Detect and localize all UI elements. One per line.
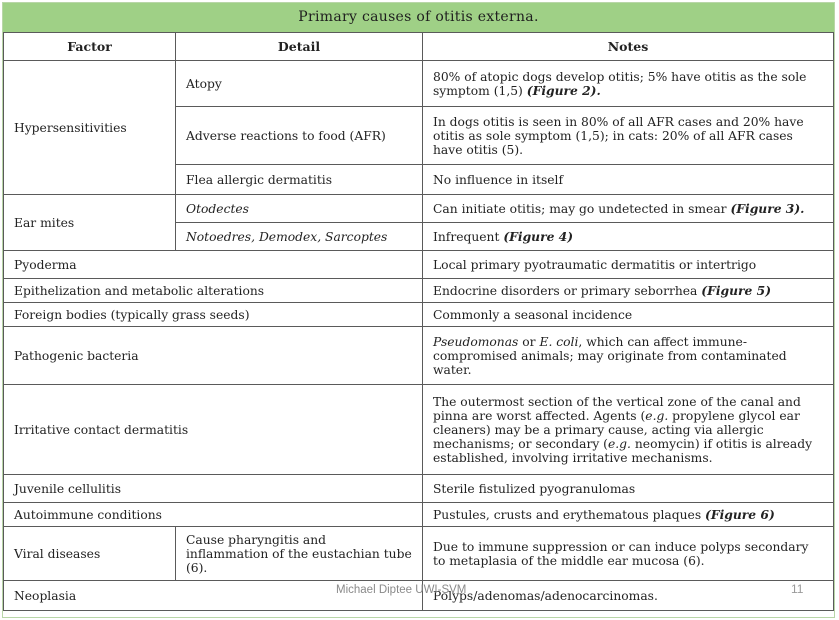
factor-cell: Juvenile cellulitis: [4, 475, 423, 503]
notes-text: Endocrine disorders or primary seborrhea: [433, 283, 698, 298]
detail-cell: Flea allergic dermatitis: [176, 165, 423, 195]
notes-text: The outermost section of the vertical zone of the canal and pinna are worst affected. Agents (: [433, 394, 801, 423]
factor-cell: Ear mites: [4, 195, 176, 251]
notes-text: propylene glycol ear cleaners) may be a primary cause, acting via allergic mechanisms; or secondary (: [433, 408, 800, 451]
factor-cell: Viral diseases: [4, 527, 176, 581]
factor-cell: Pathogenic bacteria: [4, 327, 423, 385]
notes-text: Infrequent: [433, 229, 500, 244]
table-title: Primary causes of otitis externa.: [3, 3, 834, 32]
notes-cell: [423, 195, 834, 223]
factor-cell: Autoimmune conditions: [4, 503, 423, 527]
detail-cell: Otodectes: [176, 195, 423, 223]
factor-cell: Neoplasia: [4, 581, 423, 611]
table-row: [4, 527, 834, 581]
table-row: [4, 303, 834, 327]
author-watermark: Michael Diptee UWI-SVM: [336, 584, 467, 596]
header-row: [4, 33, 834, 61]
factor-cell: Pyoderma: [4, 251, 423, 279]
table-row: [4, 385, 834, 475]
notes-cell: In dogs otitis is seen in 80% of all AFR cases and 20% have otitis as sole symptom (1,5); in cats: 20% of all AFR cases have otitis (5).: [423, 107, 834, 165]
notes-cell: [423, 279, 834, 303]
factor-cell: Hypersensitivities: [4, 61, 176, 195]
notes-cell: Sterile fistulized pyogranulomas: [423, 475, 834, 503]
notes-text: Pustules, crusts and erythematous plaques: [433, 507, 702, 522]
notes-text: 80% of atopic dogs develop otitis; 5% have otitis as the sole symptom (1,5): [433, 69, 807, 98]
header-detail: Detail: [176, 33, 423, 61]
table-row: [4, 279, 834, 303]
notes-italic: e.g.: [645, 408, 669, 423]
notes-text: or: [518, 334, 540, 349]
factor-cell: Irritative contact dermatitis: [4, 385, 423, 475]
header-notes: Notes: [423, 33, 834, 61]
header-factor: Factor: [4, 33, 176, 61]
table-row: [4, 251, 834, 279]
detail-cell: Cause pharyngitis and inflammation of the eustachian tube (6).: [176, 527, 423, 581]
slide-frame: [2, 2, 835, 618]
table-row: [4, 503, 834, 527]
otitis-causes-table: [3, 32, 834, 611]
page-number: 11: [791, 582, 804, 596]
figure-ref: (Figure 4): [503, 228, 574, 244]
detail-cell: Adverse reactions to food (AFR): [176, 107, 423, 165]
notes-italic: Pseudomonas: [433, 334, 519, 349]
notes-cell: Polyps/adenomas/adenocarcinomas.: [423, 581, 834, 611]
factor-cell: Epithelization and metabolic alterations: [4, 279, 423, 303]
figure-ref: (Figure 3).: [730, 200, 805, 216]
table-row: [4, 327, 834, 385]
detail-cell: Atopy: [176, 61, 423, 107]
notes-italic: E. coli: [539, 334, 579, 349]
figure-ref: (Figure 6): [705, 506, 775, 522]
notes-cell: [423, 61, 834, 107]
table-row: [4, 195, 834, 223]
notes-italic: e.g.: [608, 436, 631, 451]
notes-text: neomycin) if otitis is already established, involving irritative mechanisms.: [433, 436, 813, 465]
table-row: [4, 475, 834, 503]
notes-text: , which can affect immune-compromised animals; may originate from contaminated water.: [433, 334, 787, 377]
notes-cell: No influence in itself: [423, 165, 834, 195]
figure-ref: (Figure 2).: [526, 82, 601, 98]
notes-cell: [423, 503, 834, 527]
notes-cell: Due to immune suppression or can induce polyps secondary to metaplasia of the middle ear mucosa (6).: [423, 527, 834, 581]
notes-cell: [423, 223, 834, 251]
notes-cell: [423, 385, 834, 475]
notes-cell: Commonly a seasonal incidence: [423, 303, 834, 327]
notes-cell: Local primary pyotraumatic dermatitis or intertrigo: [423, 251, 834, 279]
notes-cell: [423, 327, 834, 385]
figure-ref: (Figure 5): [701, 282, 772, 298]
detail-cell: Notoedres, Demodex, Sarcoptes: [176, 223, 423, 251]
table-row: [4, 61, 834, 107]
factor-cell: Foreign bodies (typically grass seeds): [4, 303, 423, 327]
notes-text: Can initiate otitis; may go undetected in smear: [433, 201, 727, 216]
